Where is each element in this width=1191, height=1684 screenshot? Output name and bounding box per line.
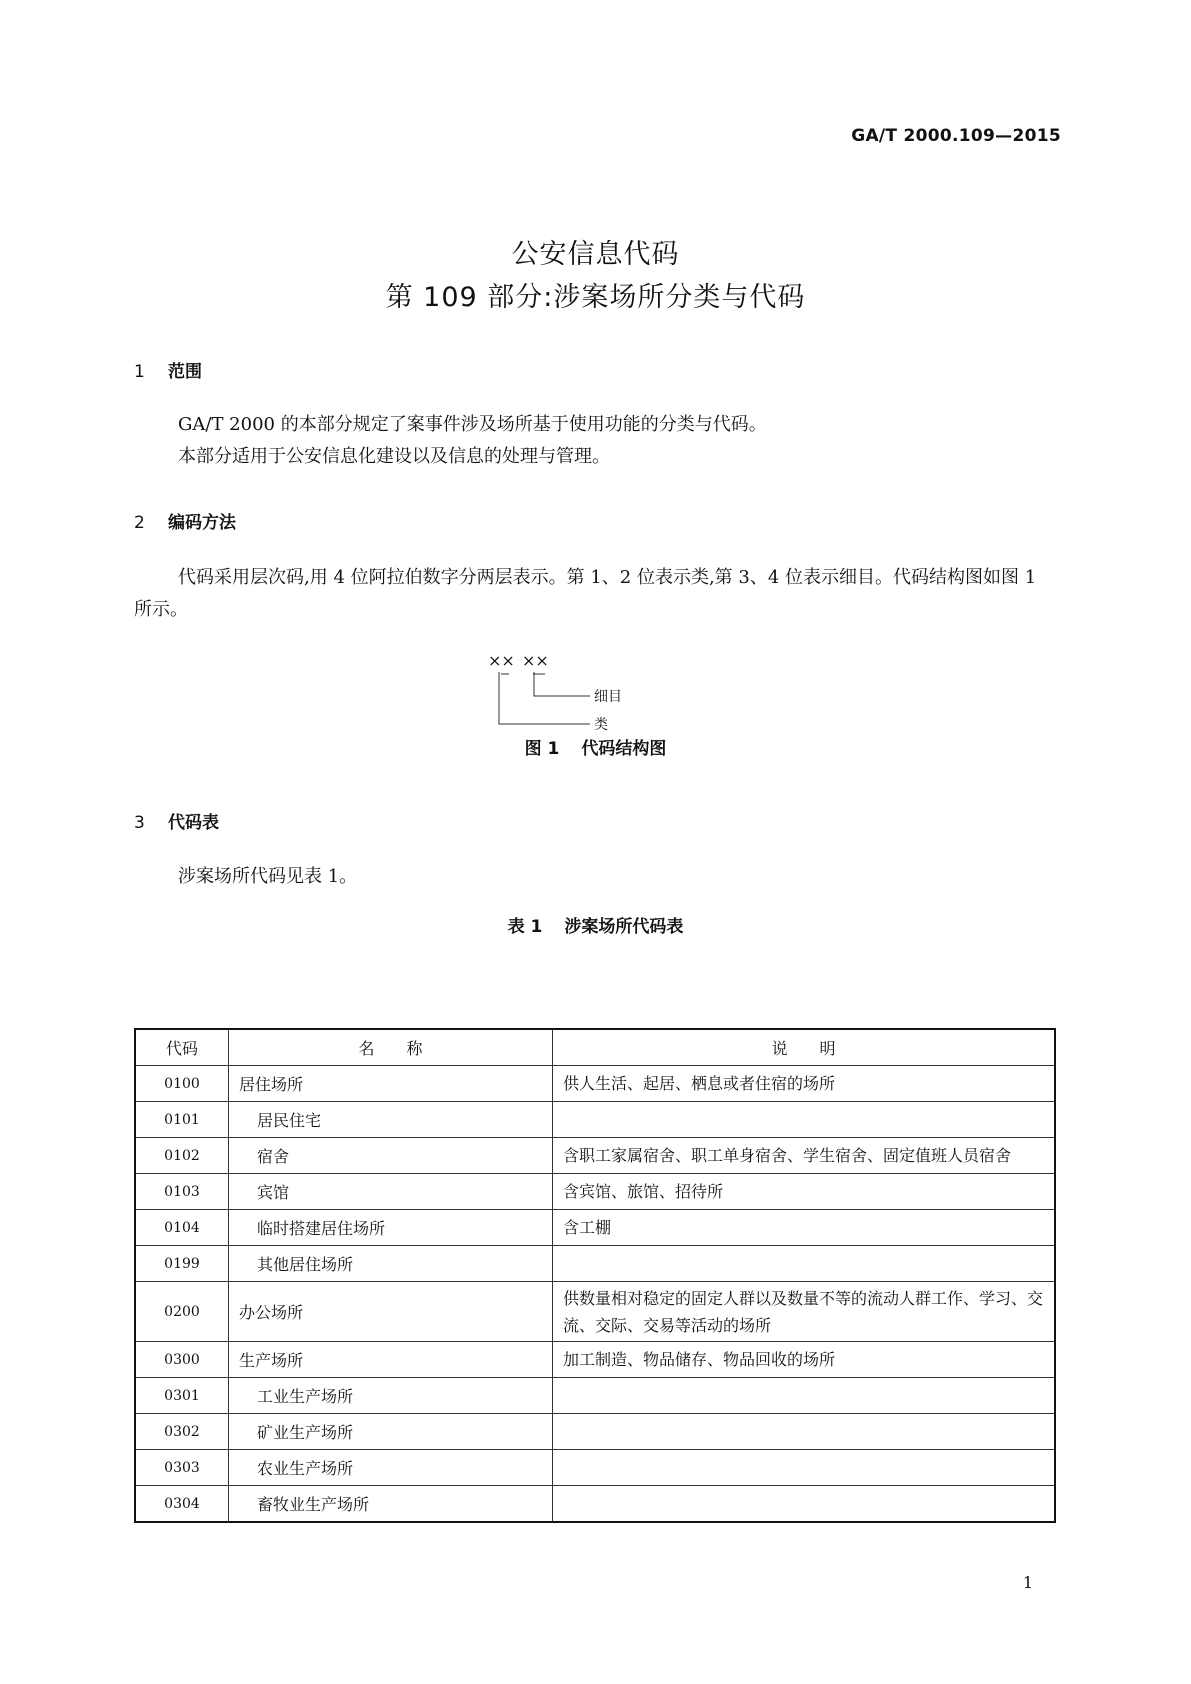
row-description: 含职工家属宿舍、职工单身宿舍、学生宿舍、固定值班人员宿舍 (553, 1138, 1056, 1174)
class-label: 类 (594, 717, 608, 733)
table-row (135, 1066, 1055, 1102)
detail-label: 细目 (594, 689, 622, 705)
row-description (553, 1414, 1056, 1450)
row-name: 矿业生产场所 (229, 1414, 553, 1450)
row-name: 生产场所 (229, 1342, 553, 1378)
row-name: 工业生产场所 (229, 1378, 553, 1414)
row-description (553, 1486, 1056, 1523)
section-heading-code-table (134, 808, 219, 833)
row-code: 0300 (135, 1342, 229, 1378)
row-name: 畜牧业生产场所 (229, 1486, 553, 1523)
row-name: 宿舍 (229, 1138, 553, 1174)
row-code: 0103 (135, 1174, 229, 1210)
row-name: 宾馆 (229, 1174, 553, 1210)
row-description (553, 1246, 1056, 1282)
row-name: 办公场所 (229, 1282, 553, 1342)
section-title: 范围 (168, 362, 202, 382)
table-row (135, 1210, 1055, 1246)
table-row (135, 1414, 1055, 1450)
table-row (135, 1246, 1055, 1282)
row-code: 0302 (135, 1414, 229, 1450)
table-row (135, 1102, 1055, 1138)
row-description: 供人生活、起居、栖息或者住宿的场所 (553, 1066, 1056, 1102)
row-code: 0303 (135, 1450, 229, 1486)
table-row (135, 1486, 1055, 1523)
code-table-paragraph: 涉案场所代码见表 1。 (178, 866, 358, 887)
page-number: 1 (1022, 1573, 1033, 1592)
row-description: 含工棚 (553, 1210, 1056, 1246)
class-digits: ×× (488, 651, 515, 670)
scope-paragraph-1: GA/T 2000 的本部分规定了案事件涉及场所基于使用功能的分类与代码。 (178, 414, 767, 435)
row-name: 居民住宅 (229, 1102, 553, 1138)
row-name: 居住场所 (229, 1066, 553, 1102)
document-subtitle: 第 109 部分:涉案场所分类与代码 (385, 282, 806, 313)
table-caption (0, 912, 1191, 937)
header-description: 说 明 (553, 1029, 1056, 1066)
row-code: 0304 (135, 1486, 229, 1523)
row-code: 0101 (135, 1102, 229, 1138)
coding-paragraph: 代码采用层次码,用 4 位阿拉伯数字分两层表示。第 1、2 位表示类,第 3、4 位表示细目。代码结构图如图 1 所示。 (134, 567, 1037, 620)
row-code: 0104 (135, 1210, 229, 1246)
table-row (135, 1174, 1055, 1210)
figure-caption (0, 734, 1191, 759)
table-row (135, 1138, 1055, 1174)
section-number: 2 (134, 513, 145, 533)
row-code: 0102 (135, 1138, 229, 1174)
detail-digits: ×× (522, 651, 549, 670)
row-description: 含宾馆、旅馆、招待所 (553, 1174, 1056, 1210)
figure-caption-title: 代码结构图 (581, 739, 667, 759)
document-title: 公安信息代码 (511, 239, 680, 270)
row-name: 其他居住场所 (229, 1246, 553, 1282)
figure-caption-label: 图 1 (524, 739, 560, 759)
row-code: 0200 (135, 1282, 229, 1342)
section-heading-coding (134, 508, 236, 533)
header-code: 代码 (135, 1029, 229, 1066)
standard-code: GA/T 2000.109—2015 (851, 126, 1061, 146)
row-name: 临时搭建居住场所 (229, 1210, 553, 1246)
section-title: 代码表 (168, 813, 219, 833)
table-row (135, 1342, 1055, 1378)
row-name: 农业生产场所 (229, 1450, 553, 1486)
row-description: 加工制造、物品储存、物品回收的场所 (553, 1342, 1056, 1378)
class-connector (499, 672, 590, 724)
table-caption-title: 涉案场所代码表 (564, 917, 684, 937)
row-code: 0100 (135, 1066, 229, 1102)
row-description: 供数量相对稳定的固定人群以及数量不等的流动人群工作、学习、交流、交际、交易等活动的场所 (553, 1282, 1056, 1342)
table-row (135, 1450, 1055, 1486)
row-description (553, 1102, 1056, 1138)
table-row (135, 1282, 1055, 1342)
table-caption-label: 表 1 (507, 917, 543, 937)
section-number: 1 (134, 362, 145, 382)
place-code-table (134, 1028, 1056, 1523)
row-description (553, 1378, 1056, 1414)
section-heading-scope (134, 357, 202, 382)
header-name: 名 称 (229, 1029, 553, 1066)
row-code: 0301 (135, 1378, 229, 1414)
row-description (553, 1450, 1056, 1486)
section-title: 编码方法 (168, 513, 236, 533)
section-number: 3 (134, 813, 145, 833)
table-header-row (135, 1029, 1055, 1066)
row-code: 0199 (135, 1246, 229, 1282)
scope-paragraph-2: 本部分适用于公安信息化建设以及信息的处理与管理。 (178, 446, 610, 467)
table-row (135, 1378, 1055, 1414)
detail-connector (534, 672, 590, 696)
